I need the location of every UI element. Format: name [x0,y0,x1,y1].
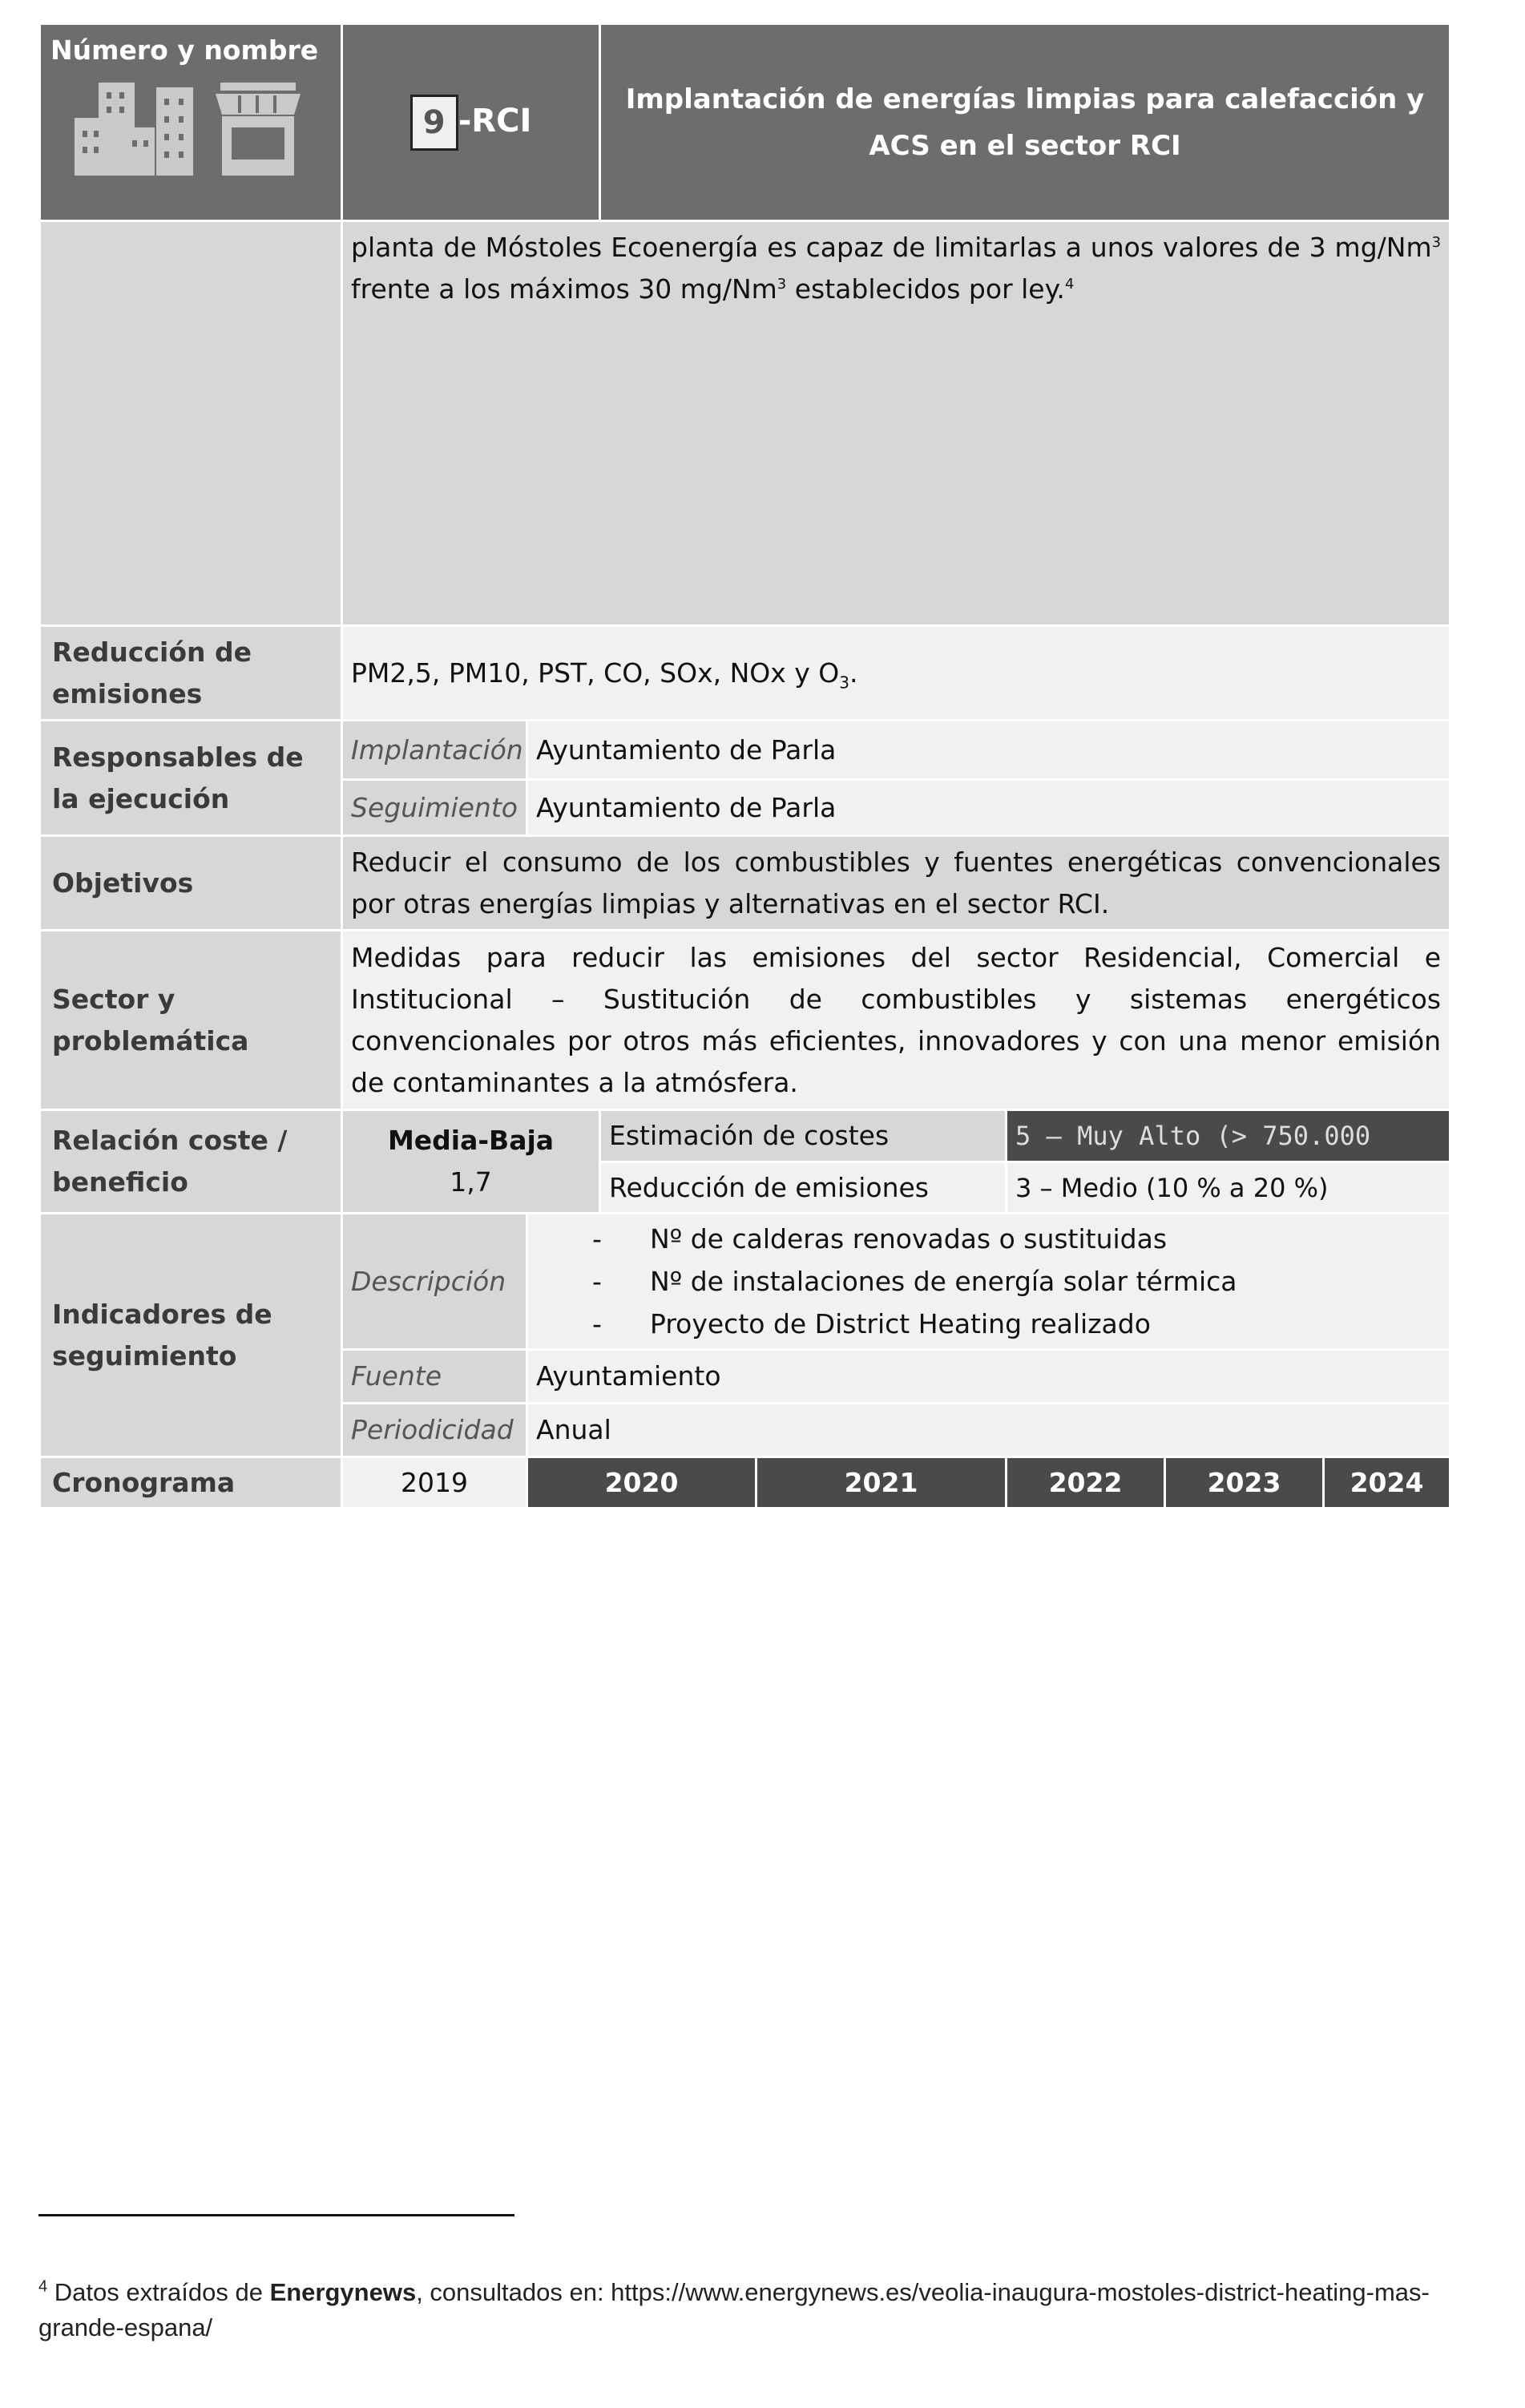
footnote-number: 4 [38,2277,48,2296]
measure-table: Número y nombre 9 -RCI Implantación de energías limpias para calefacción y ACS en el sector RCI planta de Móstoles Ecoenergía es capaz de limitarlas a unos valores de 3 mg/Nm$^3$ frente a los máximos 30 mg/Nm$^3$ establecidos por ley.$^4$ Reducción de emisiones PM2,5, PM10, PST, CO, SOx, NOx y $O_3$. Responsables de la ejecución Implantación Ayuntamiento de Parla Seguimiento Ayuntamiento de Parla Objetivos Reducir el consumo de los combustibles y fuentes energéticas convencionales por otras energías limpias y alternativas en el sector RCI. Sector y problemática Medidas para reducir las emisiones del sector Residencial, Comercial e Institucional – Sustitución de combustibles y sistemas energéticos convencionales por otros más eficientes, innovadores y con una menor emisión de contaminantes a la atmósfera. Relación coste / beneficio Media-Baja 1,7 Estimación de costes 5 – Muy Alto (> 750.000 Reducción de emisiones 3 – Medio (10 % a 20 %) Indicadores de seguimiento Descripción - Nº de calderas renovadas o sustituidas - Nº de instalaciones de energía solar térmica - Proyecto de District Heating realizado Fuente Ayuntamiento Periodicidad Anual Cronograma 2019 2020 2021 2022 2023 2024 2025 [38,22,1451,1509]
buildings-icon [75,83,195,176]
objetivos-label: Objetivos [40,836,342,931]
estimacion-value: 5 – Muy Alto (> 750.000 [1007,1110,1450,1162]
description-label-cell [40,221,342,626]
description-text3: establecidos por ley. [786,273,1065,305]
footnote-ref: 4 [1064,276,1075,293]
sector-text: Medidas para reducir las emisiones del sector Residencial, Comercial e Institucional – Sustitución de combustibles y sistemas energéticos convencionales por otros más eficientes, innovadores y con una menor emisión de contaminantes a la atmósfera. [342,931,1450,1110]
description-sup1: 3 [1431,234,1442,251]
descripcion-label: Descripción [342,1214,527,1350]
list-item: - Nº de instalaciones de energía solar térmica [592,1260,1449,1303]
coste-score: 1,7 [450,1166,492,1198]
responsable-value-0: Ayuntamiento de Parla [527,721,1450,780]
year-2019: 2019 [342,1457,527,1509]
periodicidad-label: Periodicidad [342,1404,527,1457]
footnote-source: Energynews [269,2278,417,2306]
footnote [38,2275,1449,2345]
descripcion-cell [527,1214,1450,1350]
responsable-value-1: Ayuntamiento de Parla [527,780,1450,836]
emissions-end: . [849,657,858,689]
year-2024: 2024 [1324,1457,1450,1509]
emissions-label: Reducción de emisiones [40,626,342,721]
year-2023: 2023 [1165,1457,1324,1509]
list-item: - Proyecto de District Heating realizado [592,1303,1449,1345]
cronograma-label: Cronograma [40,1457,342,1509]
fuente-value: Ayuntamiento [527,1350,1450,1404]
year-2022: 2022 [1007,1457,1165,1509]
responsable-key-0: Implantación [342,721,527,780]
indicadores-label: Indicadores de seguimiento [40,1214,342,1457]
measure-number: 9 [410,95,458,151]
reduccion-label: Reducción de emisiones [600,1162,1007,1214]
emissions-cell [342,626,1450,721]
description-cell [342,221,1450,626]
description-sup2: 3 [777,276,787,293]
list-item: - Nº de calderas renovadas o sustituidas [592,1218,1449,1260]
responsable-key-1: Seguimiento [342,780,527,836]
indicador-list [528,1218,1449,1345]
responsables-label: Responsables de la ejecución [40,721,342,836]
description-text2: frente a los máximos 30 mg/Nm [351,273,777,305]
footnote-suffix: , consultados en: https://www.energynews.es/veolia-inaugura-mostoles-district-heating-mas-grande-espana/ [38,2278,1430,2341]
estimacion-label: Estimación de costes [600,1110,1007,1162]
reduccion-value: 3 – Medio (10 % a 20 %) [1007,1162,1450,1214]
emissions-sub: 3 [839,673,849,693]
footnote-prefix: Datos extraídos de [47,2278,270,2306]
objetivos-text: Reducir el consumo de los combustibles y fuentes energéticas convencionales por otras energías limpias y alternativas en el sector RCI. [342,836,1450,931]
coste-rating: Media-Baja [387,1125,555,1156]
periodicidad-value: Anual [527,1404,1450,1457]
measure-suffix: -RCI [458,102,532,139]
shop-icon [214,83,302,176]
footnote-rule [38,2214,514,2216]
fuente-label: Fuente [342,1350,527,1404]
coste-rating-cell [342,1110,600,1214]
description-text: planta de Móstoles Ecoenergía es capaz de limitarlas a unos valores de 3 mg/Nm [351,232,1432,263]
coste-label: Relación coste / beneficio [40,1110,342,1214]
emissions-text: PM2,5, PM10, PST, CO, SOx, NOx y O [351,657,840,689]
year-2021: 2021 [756,1457,1007,1509]
sector-label: Sector y problemática [40,931,342,1110]
measure-code [342,24,600,221]
measure-card [38,22,1525,1509]
measure-title: Implantación de energías limpias para calefacción y ACS en el sector RCI [600,24,1450,221]
header-label-cell [40,24,342,221]
year-2020: 2020 [527,1457,756,1509]
header-label: Número y nombre [50,34,319,66]
